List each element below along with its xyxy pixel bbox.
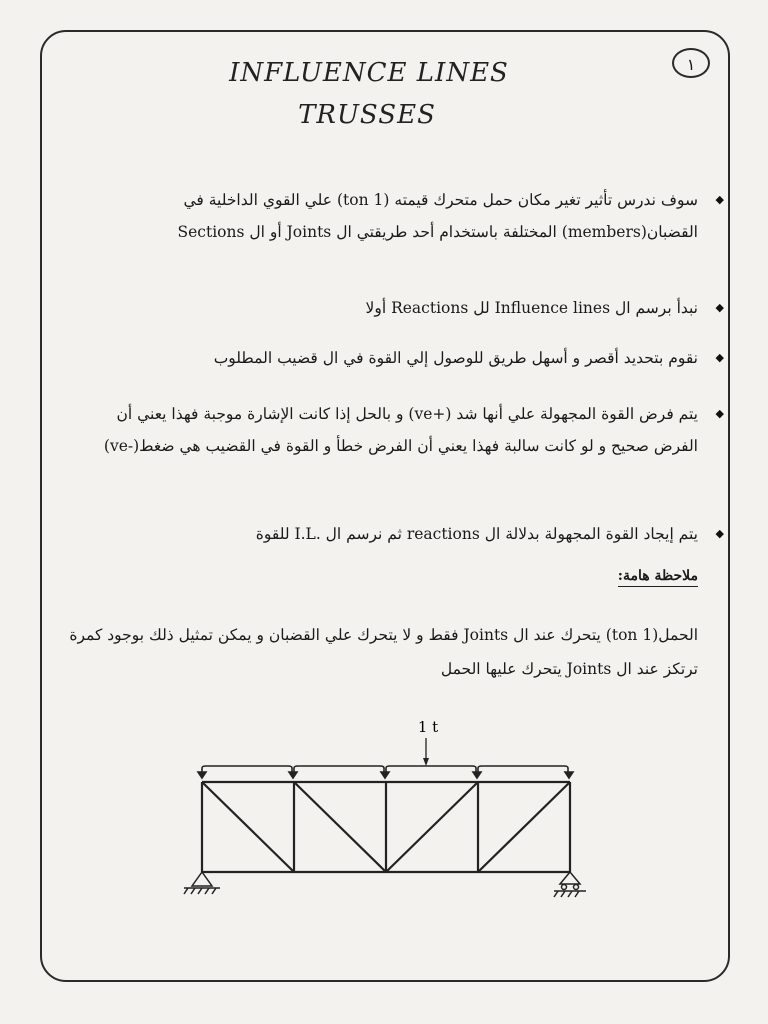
- pin-support: [184, 872, 220, 894]
- page-subtitle: TRUSSES: [298, 100, 436, 130]
- page-title: INFLUENCE LINES: [229, 58, 509, 88]
- bullet-item-3: ◆ نقوم بتحديد أقصر و أسهل طريق للوصول إلي القوة في ال قضيب المطلوب: [88, 342, 698, 374]
- page-number: ١: [672, 48, 710, 78]
- bullet-item-1: ◆ سوف ندرس تأثير تغير مكان حمل متحرك قيمته (1 ton) علي القوي الداخلية في القضبان(members) المختلفة باستخدام أحد طريقتي ال Joints أو ال Sections: [88, 184, 698, 248]
- bullet-item-4: ◆ يتم فرض القوة المجهولة علي أنها شد (+ve) و بالحل إذا كانت الإشارة موجبة فهذا يعني أن الفرض صحيح و لو كانت سالبة فهذا يعني أن الفرض خطأ و القوة في القضيب هي ضغط(-ve): [88, 398, 698, 462]
- bullet-item-5: ◆ يتم إيجاد القوة المجهولة بدلالة ال reactions ثم نرسم ال .I.L للقوة: [88, 518, 698, 550]
- bullet-item-2: ◆ نبدأ برسم ال Influence lines لل Reactions أولا: [88, 292, 698, 324]
- note-text: الحمل(1 ton) يتحرك عند ال Joints فقط و لا يتحرك علي القضبان و يمكن تمثيل ذلك بوجود كمرة ترتكز عند ال Joints يتحرك عليها الحمل: [69, 626, 698, 678]
- roller-support: [554, 872, 586, 897]
- load-label: 1 t: [417, 718, 439, 736]
- truss-diagram: [180, 712, 600, 902]
- load-arrowhead: [423, 758, 429, 766]
- stringer-beams: [198, 766, 573, 778]
- note-heading: ملاحظة هامة:: [618, 568, 698, 587]
- truss-members: [202, 782, 570, 872]
